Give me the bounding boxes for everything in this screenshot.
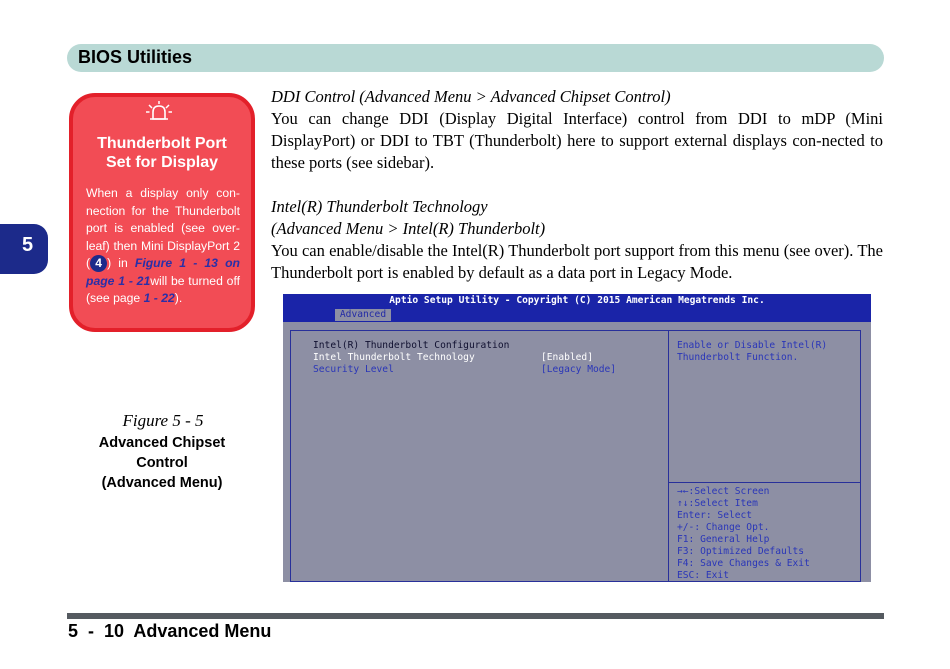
bios-item-value-security[interactable]: [Legacy Mode]: [541, 364, 617, 375]
figure-reference-link[interactable]: Figure 1 - 13 on page 1 - 21: [86, 256, 240, 288]
bios-tab-advanced[interactable]: Advanced: [335, 309, 391, 321]
bios-key-hint: F4: Save Changes & Exit: [677, 558, 810, 569]
figure-caption: [82, 433, 242, 493]
figure-label: Figure 5 - 5: [122, 411, 204, 430]
chapter-number: 5: [22, 234, 34, 256]
header-title: BIOS Utilities: [78, 47, 193, 67]
section-body-ddi: You can change DDI (Display Digital Interface) control from DDI to mDP (Mini DisplayPort) or DDI to TBT (Thunderbolt) here to support external displays con-nected to these ports (see sidebar).: [271, 109, 883, 172]
bios-help-line2: Thunderbolt Function.: [677, 352, 799, 363]
figure-caption-line1: Advanced Chipset: [98, 435, 226, 451]
bios-key-hint: →←:Select Screen: [677, 486, 770, 497]
callout-badge: 4: [90, 255, 107, 272]
sidebar-title-line2: Set for Display: [105, 154, 219, 171]
bios-section-title: Intel(R) Thunderbolt Configuration: [313, 340, 510, 351]
sidebar-body-in: ) in: [107, 256, 135, 270]
section-subheading-thunderbolt: (Advanced Menu > Intel(R) Thunderbolt): [271, 219, 546, 238]
bios-item-label-security[interactable]: Security Level: [313, 364, 394, 375]
sidebar-title: [76, 134, 248, 172]
footer-bar: [67, 613, 884, 619]
bios-key-hint: F3: Optimized Defaults: [677, 546, 805, 557]
bios-help-divider: [668, 482, 860, 483]
sidebar-body-mid: will be turned off (see page: [86, 273, 240, 305]
section-heading-thunderbolt: Intel(R) Thunderbolt Technology: [271, 197, 488, 216]
bios-key-hint: ESC: Exit: [677, 570, 729, 581]
bios-item-value-thunderbolt[interactable]: [Enabled]: [541, 352, 593, 363]
section-heading-ddi: DDI Control (Advanced Menu > Advanced Chipset Control): [271, 87, 671, 106]
page-reference-link[interactable]: 1 - 22: [143, 291, 175, 305]
sidebar-title-line1: Thunderbolt Port: [97, 135, 227, 152]
bios-screenshot: [283, 294, 871, 582]
bios-item-label-thunderbolt[interactable]: Intel Thunderbolt Technology: [313, 352, 475, 363]
sidebar-body-end: ).: [174, 291, 183, 305]
warning-bell-icon: [144, 100, 174, 124]
bios-key-hint: Enter: Select: [677, 510, 753, 521]
sidebar-body-pre: When a display only con-nection for the Thunderbolt port is enabled (see over-leaf) then Mini DisplayPort 2 (: [86, 186, 240, 270]
main-text: [271, 86, 883, 284]
bios-key-hint: +/-: Change Opt.: [677, 522, 770, 533]
figure-caption-line3: (Advanced Menu): [101, 475, 223, 491]
footer-page-label: 5 - 10 Advanced Menu: [68, 621, 272, 641]
figure-caption-line2: Control: [136, 455, 188, 471]
bios-key-hint: ↑↓:Select Item: [677, 498, 758, 509]
bios-help-line1: Enable or Disable Intel(R): [677, 340, 828, 351]
bios-title-bar: Aptio Setup Utility - Copyright (C) 2015 American Megatrends Inc.: [283, 294, 871, 308]
bios-key-hint: F1: General Help: [677, 534, 770, 545]
sidebar-body: [86, 185, 240, 308]
section-body-thunderbolt: You can enable/disable the Intel(R) Thunderbolt port support from this menu (see over). The Thunderbolt port is enabled by default as a data port in Legacy Mode.: [271, 241, 883, 282]
